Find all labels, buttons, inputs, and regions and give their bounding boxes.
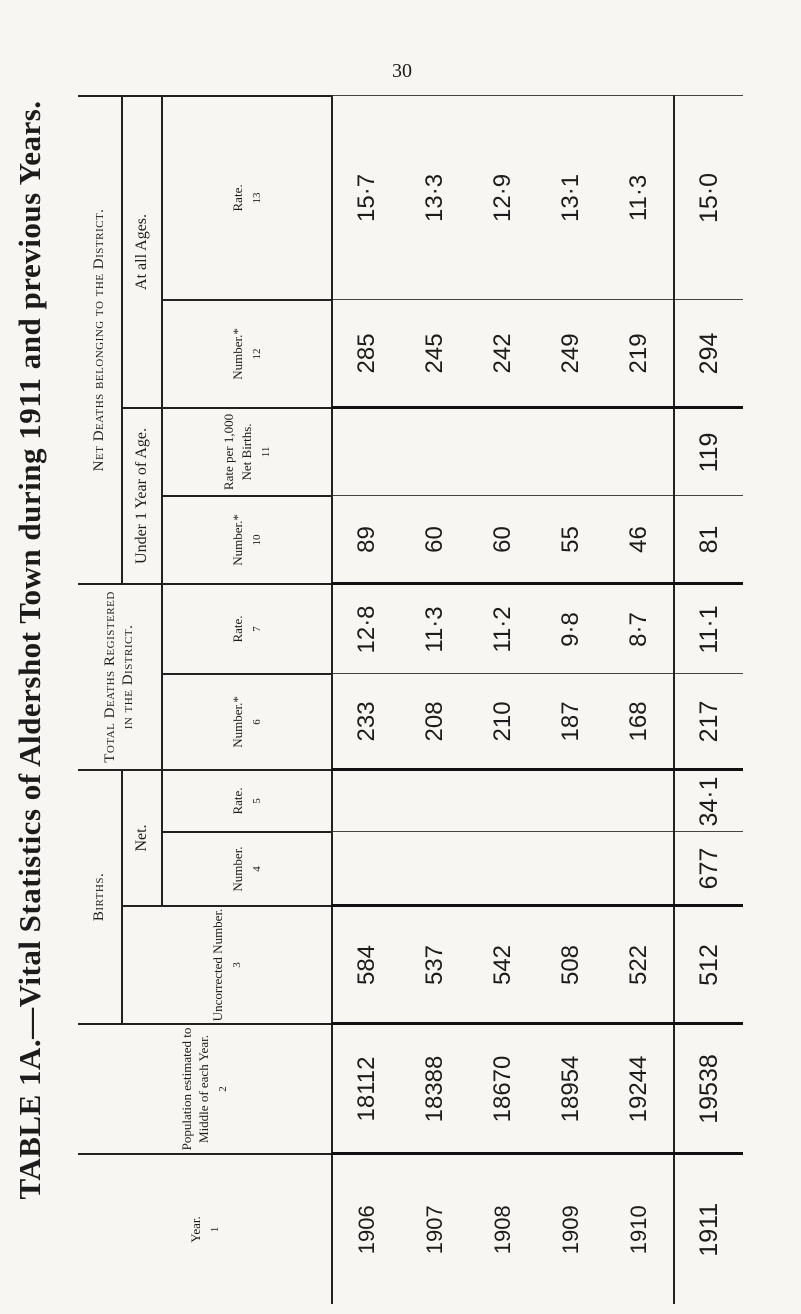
col-births-rate-header: Rate. 5	[162, 770, 332, 832]
col-all-number-header: Number.* 12	[162, 300, 332, 408]
table-title: TABLE 1A.—Vital Statistics of Aldershot Town during 1911 and previous Years.	[12, 100, 47, 1200]
births-number-cell	[537, 832, 605, 906]
all-number-cell: 219	[605, 300, 674, 408]
uncorrected-cell: 584	[332, 906, 401, 1024]
births-rate-cell	[605, 770, 674, 832]
births-number-cell	[332, 832, 401, 906]
year-cell: 1908	[469, 1154, 537, 1304]
table-row	[605, 96, 674, 1304]
all-number-cell: 245	[401, 300, 469, 408]
col-year-header: Year. 1	[78, 1154, 332, 1304]
all-rate-cell: 11·3	[605, 96, 674, 300]
u1-rate-cell	[537, 408, 605, 496]
all-number-cell: 242	[469, 300, 537, 408]
uncorrected-cell: 512	[674, 906, 743, 1024]
u1-rate-cell	[401, 408, 469, 496]
year-cell: 1909	[537, 1154, 605, 1304]
td-number-cell: 168	[605, 674, 674, 770]
col-population-header: Population estimated to Middle of each Year. 2	[78, 1024, 332, 1154]
col-births-number-header: Number. 4	[162, 832, 332, 906]
all-rate-cell: 13·3	[401, 96, 469, 300]
col-all-rate-header: Rate. 13	[162, 96, 332, 300]
births-number-cell	[469, 832, 537, 906]
u1-number-cell: 81	[674, 496, 743, 584]
u1-rate-cell	[332, 408, 401, 496]
year-cell: 1911	[674, 1154, 743, 1304]
population-cell: 18388	[401, 1024, 469, 1154]
year-cell: 1910	[605, 1154, 674, 1304]
uncorrected-cell: 508	[537, 906, 605, 1024]
table-row	[537, 96, 605, 1304]
uncorrected-cell: 542	[469, 906, 537, 1024]
population-cell: 19244	[605, 1024, 674, 1154]
u1-number-cell: 46	[605, 496, 674, 584]
total-deaths-group-header: Total Deaths Registered in the District.	[78, 584, 162, 770]
u1-number-cell: 60	[469, 496, 537, 584]
population-cell: 18112	[332, 1024, 401, 1154]
births-group-header: Births.	[78, 770, 122, 1024]
births-number-cell	[605, 832, 674, 906]
td-rate-cell: 12·8	[332, 584, 401, 674]
table-frame	[78, 96, 778, 1304]
col-td-rate-header: Rate. 7	[162, 584, 332, 674]
u1-number-cell: 55	[537, 496, 605, 584]
births-rate-cell	[332, 770, 401, 832]
table-row	[469, 96, 537, 1304]
col-td-number-header: Number.* 6	[162, 674, 332, 770]
td-rate-cell: 11·3	[401, 584, 469, 674]
all-number-cell: 249	[537, 300, 605, 408]
net-births-subheader: Net.	[122, 770, 162, 906]
births-rate-cell	[469, 770, 537, 832]
u1-rate-cell	[605, 408, 674, 496]
year-cell: 1907	[401, 1154, 469, 1304]
table-row	[674, 96, 743, 1304]
all-rate-cell: 12·9	[469, 96, 537, 300]
births-number-cell: 677	[674, 832, 743, 906]
vital-statistics-table	[78, 95, 743, 1304]
td-number-cell: 187	[537, 674, 605, 770]
all-rate-cell: 15·7	[332, 96, 401, 300]
all-rate-cell: 13·1	[537, 96, 605, 300]
year-cell: 1906	[332, 1154, 401, 1304]
births-rate-cell	[401, 770, 469, 832]
population-cell: 19538	[674, 1024, 743, 1154]
td-number-cell: 217	[674, 674, 743, 770]
at-all-ages-subheader: At all Ages.	[122, 96, 162, 408]
u1-number-cell: 89	[332, 496, 401, 584]
td-rate-cell: 11·1	[674, 584, 743, 674]
net-deaths-group-header: Net Deaths belonging to the District.	[78, 96, 122, 584]
td-number-cell: 210	[469, 674, 537, 770]
td-rate-cell: 8·7	[605, 584, 674, 674]
births-rate-cell	[537, 770, 605, 832]
population-cell: 18954	[537, 1024, 605, 1154]
table-row	[332, 96, 401, 1304]
all-rate-cell: 15·0	[674, 96, 743, 300]
page-number: 30	[392, 60, 412, 82]
under-1-subheader: Under 1 Year of Age.	[122, 408, 162, 584]
births-rate-cell: 34·1	[674, 770, 743, 832]
u1-number-cell: 60	[401, 496, 469, 584]
uncorrected-cell: 522	[605, 906, 674, 1024]
td-rate-cell: 9·8	[537, 584, 605, 674]
u1-rate-cell	[469, 408, 537, 496]
col-u1-rate-header: Rate per 1,000 Net Births. 11	[162, 408, 332, 496]
population-cell: 18670	[469, 1024, 537, 1154]
rotated-table-wrapper	[78, 96, 778, 1304]
u1-rate-cell: 119	[674, 408, 743, 496]
col-uncorrected-header: Uncorrected Number. 3	[122, 906, 332, 1024]
all-number-cell: 294	[674, 300, 743, 408]
td-rate-cell: 11·2	[469, 584, 537, 674]
uncorrected-cell: 537	[401, 906, 469, 1024]
td-number-cell: 233	[332, 674, 401, 770]
all-number-cell: 285	[332, 300, 401, 408]
births-number-cell	[401, 832, 469, 906]
col-u1-number-header: Number.* 10	[162, 496, 332, 584]
table-row	[401, 96, 469, 1304]
td-number-cell: 208	[401, 674, 469, 770]
